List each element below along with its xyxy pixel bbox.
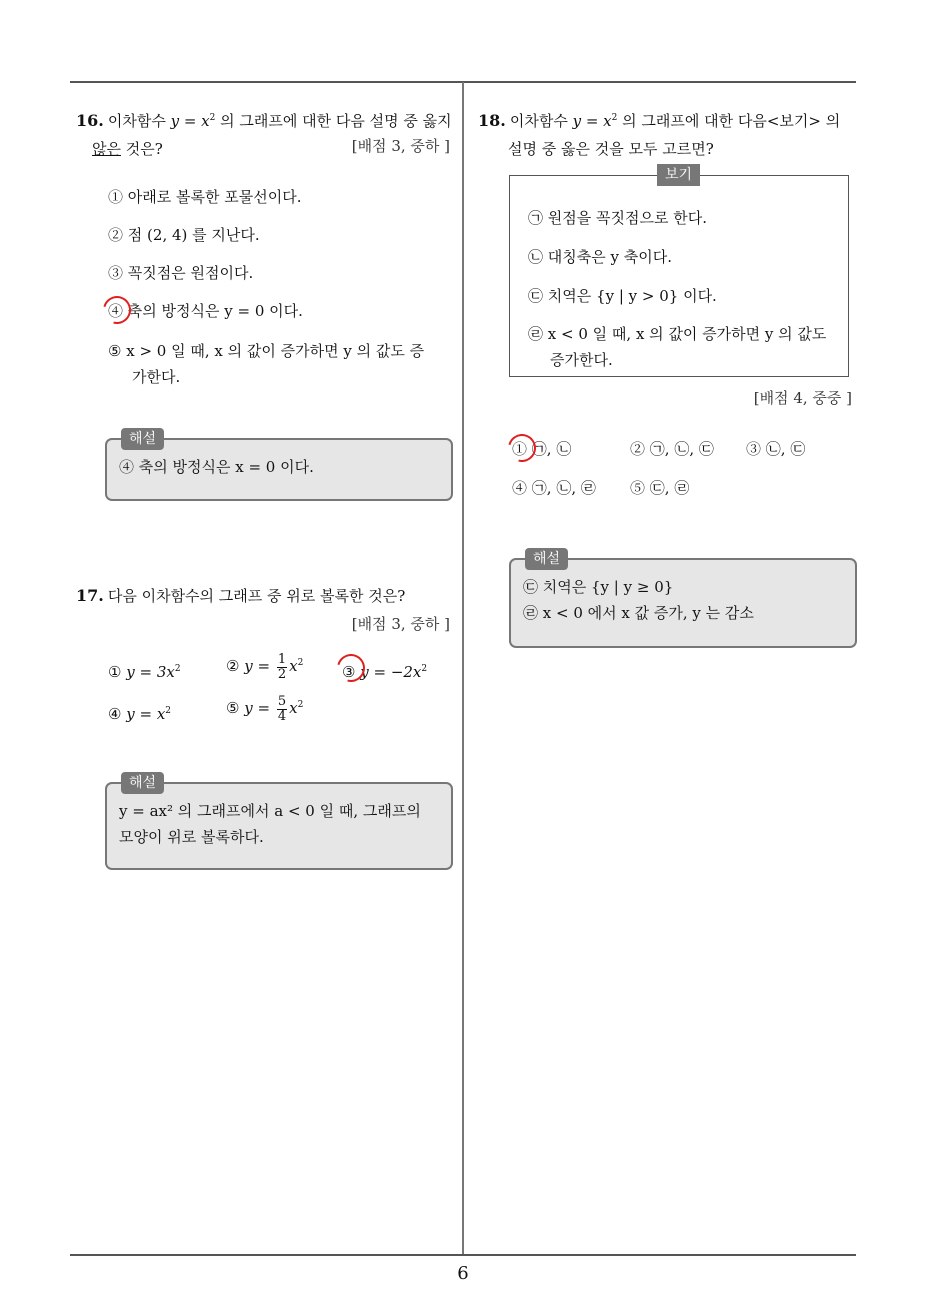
underlined-word: 않은 xyxy=(92,140,121,158)
question-number: 16. xyxy=(76,111,104,130)
choice-5[interactable]: ⑤ ㉢, ㉣ xyxy=(630,479,690,497)
choice-3[interactable]: ③ ㉡, ㉢ xyxy=(746,440,806,458)
question-text-suffix: 의 그래프에 대한 다음<보기> 의 xyxy=(617,112,841,130)
solution-text-line2: ㉣ x < 0 에서 x 값 증가, y 는 감소 xyxy=(523,604,754,622)
question-number: 17. xyxy=(76,586,104,605)
exponent: 2 xyxy=(209,113,216,123)
column-divider xyxy=(462,82,464,1255)
choice-2[interactable]: ② y = $\frac{1}{2}$ $x^2$ xyxy=(226,651,304,682)
question-text-suffix: 의 그래프에 대한 다음 설명 중 옳지 xyxy=(215,112,452,130)
math-expression: y = x xyxy=(572,112,612,130)
choice-1[interactable]: ① $y = 3x^2$ xyxy=(108,663,181,681)
choice-3[interactable]: ③ 꼭짓점은 원점이다. xyxy=(108,264,254,282)
choice-4[interactable]: ④ $y = x^2$ xyxy=(108,705,172,723)
question-number: 18. xyxy=(478,111,506,130)
question-17 xyxy=(76,582,450,633)
bogi-item-3: ㉢ 치역은 {y | y > 0} 이다. xyxy=(528,287,717,305)
solution-text-line2: 모양이 위로 볼록하다. xyxy=(119,828,264,846)
question-text: 이차함수 xyxy=(107,112,171,130)
solution-tag: 해설 xyxy=(525,548,568,570)
bogi-item-1: ㉠ 원점을 꼭짓점으로 한다. xyxy=(528,209,708,227)
bogi-item-2: ㉡ 대칭축은 y 축이다. xyxy=(528,248,673,266)
choice-2[interactable]: ② 점 (2, 4) 를 지난다. xyxy=(108,226,260,244)
bogi-box xyxy=(509,167,849,377)
score-label: [배점 4, 중중 ] xyxy=(753,389,852,407)
answer-mark-icon xyxy=(98,291,136,329)
question-16 xyxy=(76,104,450,163)
question-text-line2: 것은? xyxy=(120,140,163,158)
question-18 xyxy=(478,104,858,163)
solution-box-18 xyxy=(509,551,857,648)
solution-tag: 해설 xyxy=(121,428,164,450)
choice-2[interactable]: ② ㉠, ㉡, ㉢ xyxy=(630,440,714,458)
choice-5-cont: 가한다. xyxy=(132,368,181,386)
question-text: 이차함수 xyxy=(509,112,573,130)
solution-tag: 해설 xyxy=(121,772,164,794)
bogi-item-4: ㉣ x < 0 일 때, x 의 값이 증가하면 y 의 값도 xyxy=(528,325,827,343)
solution-text: ④ 축의 방정식은 x = 0 이다. xyxy=(119,458,314,476)
score-label: [배점 3, 중하 ] xyxy=(351,137,450,155)
question-text-line2: 설명 중 옳은 것을 모두 고르면? xyxy=(508,140,714,158)
solution-box-16 xyxy=(105,431,453,501)
choice-4[interactable]: ④ 축의 방정식은 y = 0 이다. xyxy=(108,302,303,320)
exponent: 2 xyxy=(611,113,618,123)
solution-box-17 xyxy=(105,775,453,870)
bogi-item-4-cont: 증가한다. xyxy=(550,351,613,369)
choice-5[interactable]: ⑤ y = $\frac{5}{4}$ $x^2$ xyxy=(226,693,304,724)
choice-3[interactable]: ③ $y = -2x^2$ xyxy=(342,663,428,681)
choice-1[interactable]: ① ㉠, ㉡ xyxy=(512,440,572,458)
question-text: 다음 이차함수의 그래프 중 위로 볼록한 것은? xyxy=(107,587,406,605)
score-label: [배점 3, 중하 ] xyxy=(351,615,450,633)
choice-4[interactable]: ④ ㉠, ㉡, ㉣ xyxy=(512,479,596,497)
math-expression: y = x xyxy=(170,112,210,130)
solution-text-line1: y = ax² 의 그래프에서 a < 0 일 때, 그래프의 xyxy=(119,802,421,820)
bottom-rule xyxy=(70,1254,856,1256)
page-number: 6 xyxy=(457,1263,469,1284)
answer-mark-icon xyxy=(503,429,541,467)
choice-5[interactable]: ⑤ x > 0 일 때, x 의 값이 증가하면 y 의 값도 증 xyxy=(108,342,425,360)
bogi-tag: 보기 xyxy=(657,164,700,186)
choice-1[interactable]: ① 아래로 볼록한 포물선이다. xyxy=(108,188,302,206)
solution-text-line1: ㉢ 치역은 {y | y ≥ 0} xyxy=(523,578,674,596)
